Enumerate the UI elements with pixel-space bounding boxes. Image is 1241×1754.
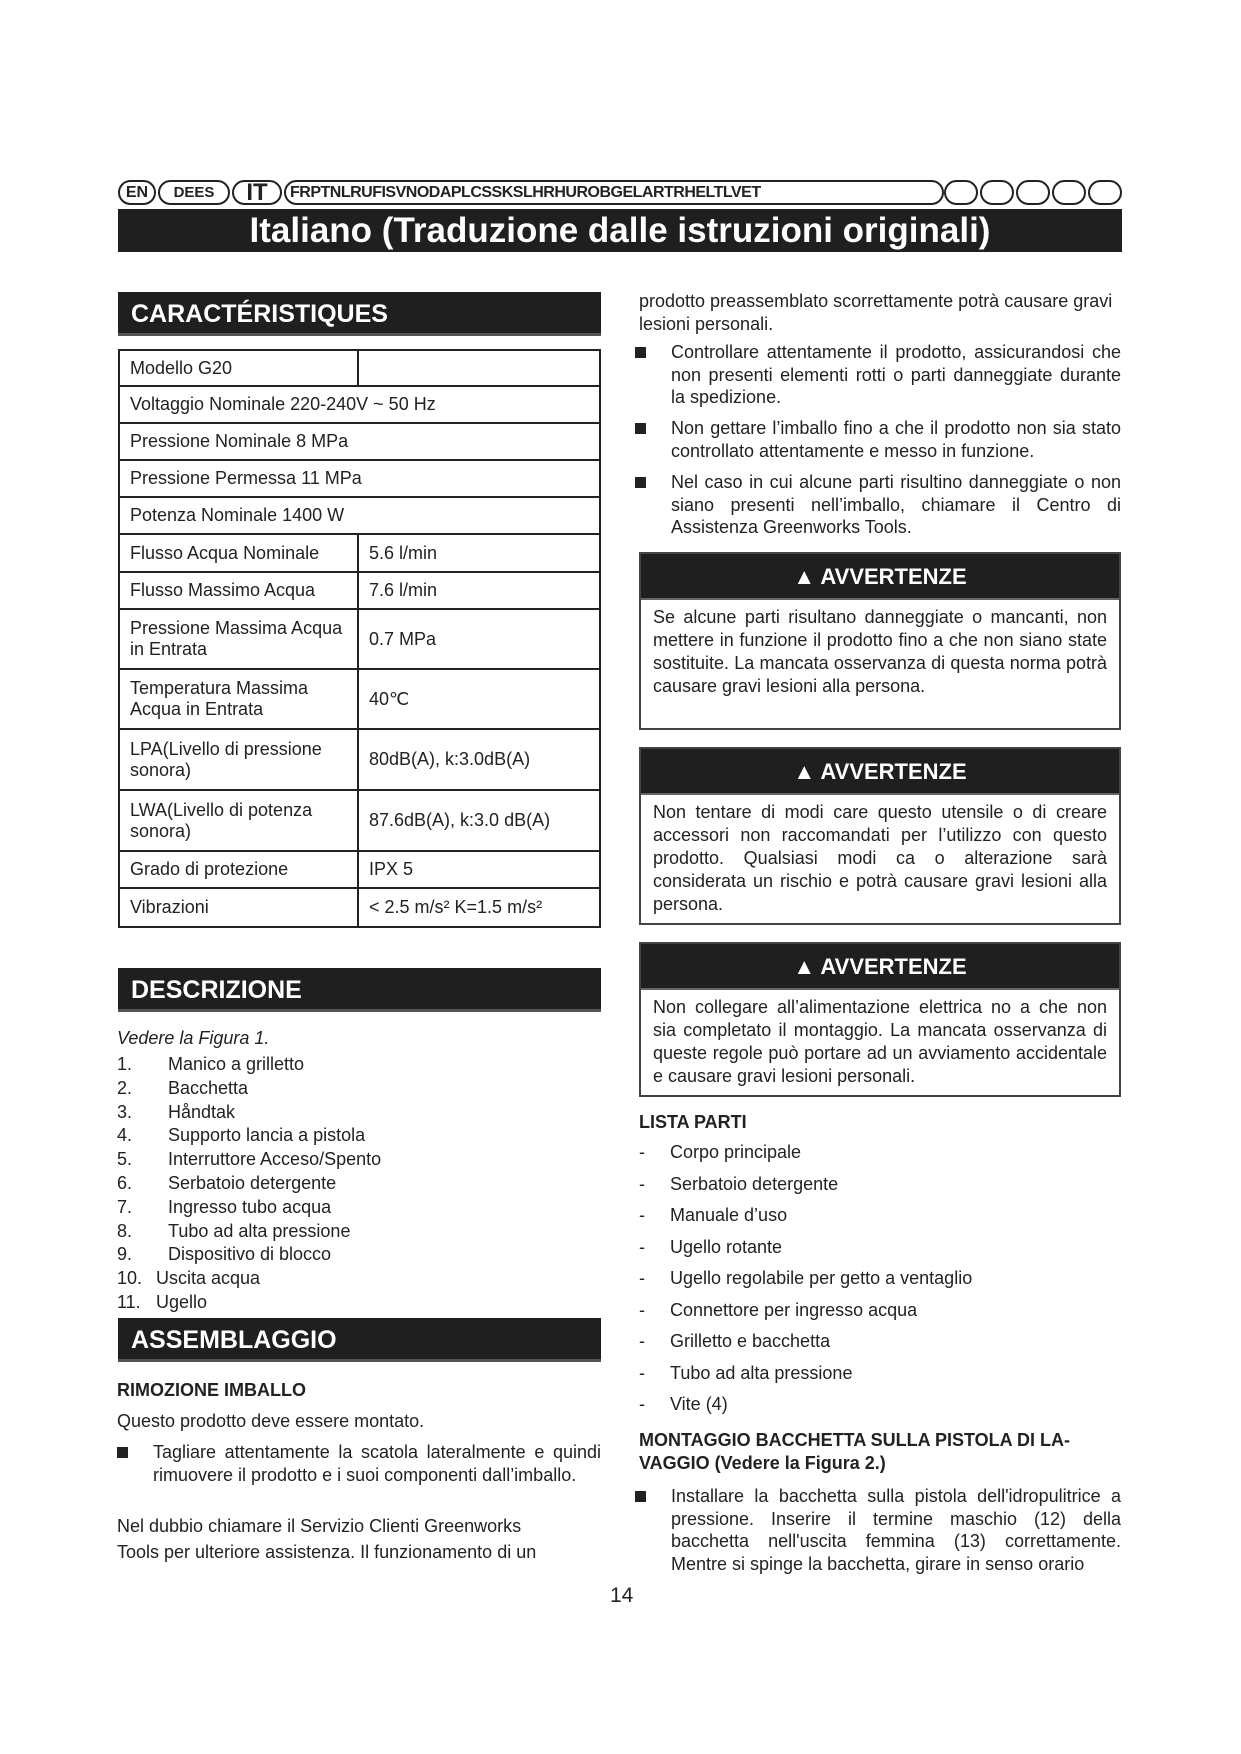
parts-list-heading: LISTA PARTI	[639, 1112, 747, 1132]
spec-label: Pressione Nominale 8 MPa	[119, 423, 600, 460]
spec-row	[119, 572, 600, 609]
warning-header: ▲ AVVERTENZE	[641, 944, 1119, 990]
spec-label: LWA(Livello di potenza sonora)	[119, 790, 358, 851]
tab-blank-4	[1052, 180, 1086, 205]
tab-de-label: DE	[173, 184, 195, 201]
list-item: 7. Ingresso tubo acqua	[117, 1196, 332, 1217]
spec-row	[119, 669, 600, 729]
features-heading: CARACTÉRISTIQUES	[118, 292, 601, 336]
list-item: - Tubo ad alta pressione	[639, 1362, 853, 1383]
spec-label: Potenza Nominale 1400 W	[119, 497, 600, 534]
continued-paragraph: prodotto preassemblato scorrettamente potrà causare gravi lesioni personali.	[639, 291, 1113, 334]
spec-label: Flusso Acqua Nominale	[119, 534, 358, 572]
list-item: 5. Interruttore Acceso/Spento	[117, 1149, 382, 1170]
tab-it[interactable]: IT	[232, 180, 282, 205]
assembly-heading: ASSEMBLAGGIO	[118, 1318, 601, 1362]
bullet-square-icon	[635, 477, 646, 488]
tab-en[interactable]: EN	[118, 180, 156, 205]
spec-value: 40℃	[358, 669, 600, 729]
warning-header: ▲ AVVERTENZE	[641, 749, 1119, 795]
list-item: - Vite (4)	[639, 1394, 728, 1414]
spec-row	[119, 729, 600, 790]
tab-blank-3	[1016, 180, 1050, 205]
spec-label: LPA(Livello di pressione sonora)	[119, 729, 358, 790]
tab-other-languages[interactable]: FRPTNLRUFISVNODAPLCSSKSLHRHUROBGELARTRHELTLVET	[284, 180, 944, 205]
spec-label: Modello G20	[119, 350, 358, 386]
spec-value: 80dB(A), k:3.0dB(A)	[358, 729, 600, 790]
spec-value: 5.6 l/min	[358, 534, 600, 572]
spec-value	[358, 350, 600, 386]
list-item: 9. Dispositivo di blocco	[117, 1244, 332, 1265]
warning-box	[639, 552, 1121, 730]
list-item: - Serbatoio detergente	[639, 1173, 839, 1194]
spec-row	[119, 497, 600, 534]
list-item: - Manuale d’uso	[639, 1205, 788, 1225]
list-item: - Grilletto e bacchetta	[639, 1331, 831, 1351]
parts-list	[639, 1142, 1119, 1426]
unpacking-subheading: RIMOZIONE IMBALLO	[117, 1380, 306, 1400]
page-title: Italiano (Traduzione dalle istruzioni originali)	[118, 209, 1122, 252]
spec-table	[118, 349, 601, 928]
spec-row	[119, 350, 600, 386]
tab-blank-1	[944, 180, 978, 205]
list-item: 10. Uscita acqua	[117, 1268, 261, 1289]
spec-row	[119, 851, 600, 888]
spec-label: Voltaggio Nominale 220-240V ~ 50 Hz	[119, 386, 600, 423]
bullet-item: Installare la bacchetta sulla pistola dell'idropulitrice a pressione. Inserire il termine maschio (12) della bacchetta nell'uscita femmina (13) correttamente. Mentre si spinge la bacchetta, girare in senso orario	[671, 1485, 1121, 1575]
assembly-paragraph: Nel dubbio chiamare il Servizio Clienti Greenworks	[117, 1516, 522, 1536]
tab-blank-2	[980, 180, 1014, 205]
spec-value: < 2.5 m/s² K=1.5 m/s²	[358, 888, 600, 927]
spec-row	[119, 423, 600, 460]
tab-blank-5	[1088, 180, 1122, 205]
bullet-square-icon	[635, 1491, 646, 1502]
list-item: 1. Manico a grilletto	[117, 1054, 305, 1074]
language-tab-strip	[118, 180, 1122, 207]
list-item: 8. Tubo ad alta pressione	[117, 1220, 351, 1241]
tab-es-label: ES	[194, 184, 215, 201]
warning-box	[639, 747, 1121, 925]
list-item: 2. Bacchetta	[117, 1077, 249, 1098]
spec-label: Temperatura Massima Acqua in Entrata	[119, 669, 358, 729]
description-heading: DESCRIZIONE	[118, 968, 601, 1012]
warning-triangle-icon: ▲	[793, 759, 821, 784]
assembly-paragraph: Questo prodotto deve essere montato.	[117, 1411, 425, 1431]
description-intro: Vedere la Figura 1.	[117, 1028, 270, 1048]
spec-row	[119, 534, 600, 572]
page-number: 14	[610, 1584, 634, 1607]
spec-label: Vibrazioni	[119, 888, 358, 927]
spec-label: Pressione Permessa 11 MPa	[119, 460, 600, 497]
warning-header: ▲ AVVERTENZE	[641, 554, 1119, 600]
bullet-square-icon	[635, 347, 646, 358]
list-item: 11. Ugello	[117, 1291, 208, 1312]
spec-label: Flusso Massimo Acqua	[119, 572, 358, 609]
bullet-item: Non gettare l’imballo fino a che il prodotto non sia stato controllato attentamente e messo in funzione.	[671, 417, 1121, 462]
spec-row	[119, 386, 600, 423]
list-item: - Connettore per ingresso acqua	[639, 1299, 918, 1320]
spec-value: 7.6 l/min	[358, 572, 600, 609]
spec-label: Pressione Massima Acqua in Entrata	[119, 609, 358, 669]
list-item: - Ugello regolabile per getto a ventaglio	[639, 1268, 973, 1288]
spec-row	[119, 888, 600, 927]
mount-heading: MONTAGGIO BACCHETTA SULLA PISTOLA DI LA- VAGGIO (Vedere la Figura 2.)	[639, 1430, 1070, 1473]
bullet-square-icon	[117, 1447, 128, 1458]
spec-value: IPX 5	[358, 851, 600, 888]
list-item: 4. Supporto lancia a pistola	[117, 1125, 366, 1146]
bullet-square-icon	[635, 423, 646, 434]
bullet-item: Nel caso in cui alcune parti risultino danneggiate o non siano presenti nell’imballo, chiamare il Centro di Assistenza Greenworks Tools.	[671, 471, 1121, 539]
tab-de-es[interactable]	[158, 180, 230, 205]
bullet-item: Tagliare attentamente la scatola lateralmente e quindi rimuovere il prodotto e i suoi componenti dall’imballo.	[153, 1441, 601, 1486]
warning-box	[639, 942, 1121, 1097]
spec-label: Grado di protezione	[119, 851, 358, 888]
list-item: 3. Håndtak	[117, 1101, 236, 1122]
spec-row	[119, 609, 600, 669]
spec-value: 87.6dB(A), k:3.0 dB(A)	[358, 790, 600, 851]
warning-triangle-icon: ▲	[793, 564, 821, 589]
warning-text: Se alcune parti risultano danneggiate o mancanti, non mettere in funzione il prodotto fino a che non siano state sostituite. La mancata osservanza di questa norma potrà causare gravi lesioni alla persona.	[653, 607, 1107, 696]
warning-triangle-icon: ▲	[793, 954, 821, 979]
list-item: 6. Serbatoio detergente	[117, 1172, 337, 1193]
list-item: - Corpo principale	[639, 1142, 802, 1162]
description-list	[117, 1053, 587, 1315]
list-item: - Ugello rotante	[639, 1236, 783, 1257]
warning-text: Non collegare all’alimentazione elettrica no a che non sia completato il montaggio. La mancata osservanza di queste regole può portare ad un avviamento accidentale e causare gravi lesioni personali.	[653, 997, 1107, 1086]
spec-row	[119, 790, 600, 851]
spec-row	[119, 460, 600, 497]
warning-text: Non tentare di modi care questo utensile o di creare accessori non raccomandati per l’utilizzo con questo prodotto. Qualsiasi modi ca o alterazione sarà considerata un rischio e potrà causare gravi lesioni alla persona.	[653, 802, 1107, 914]
spec-value: 0.7 MPa	[358, 609, 600, 669]
assembly-paragraph: Tools per ulteriore assistenza. Il funzionamento di un	[117, 1542, 537, 1562]
bullet-item: Controllare attentamente il prodotto, assicurandosi che non presenti elementi rotti o parti danneggiate durante la spedizione.	[671, 341, 1121, 409]
